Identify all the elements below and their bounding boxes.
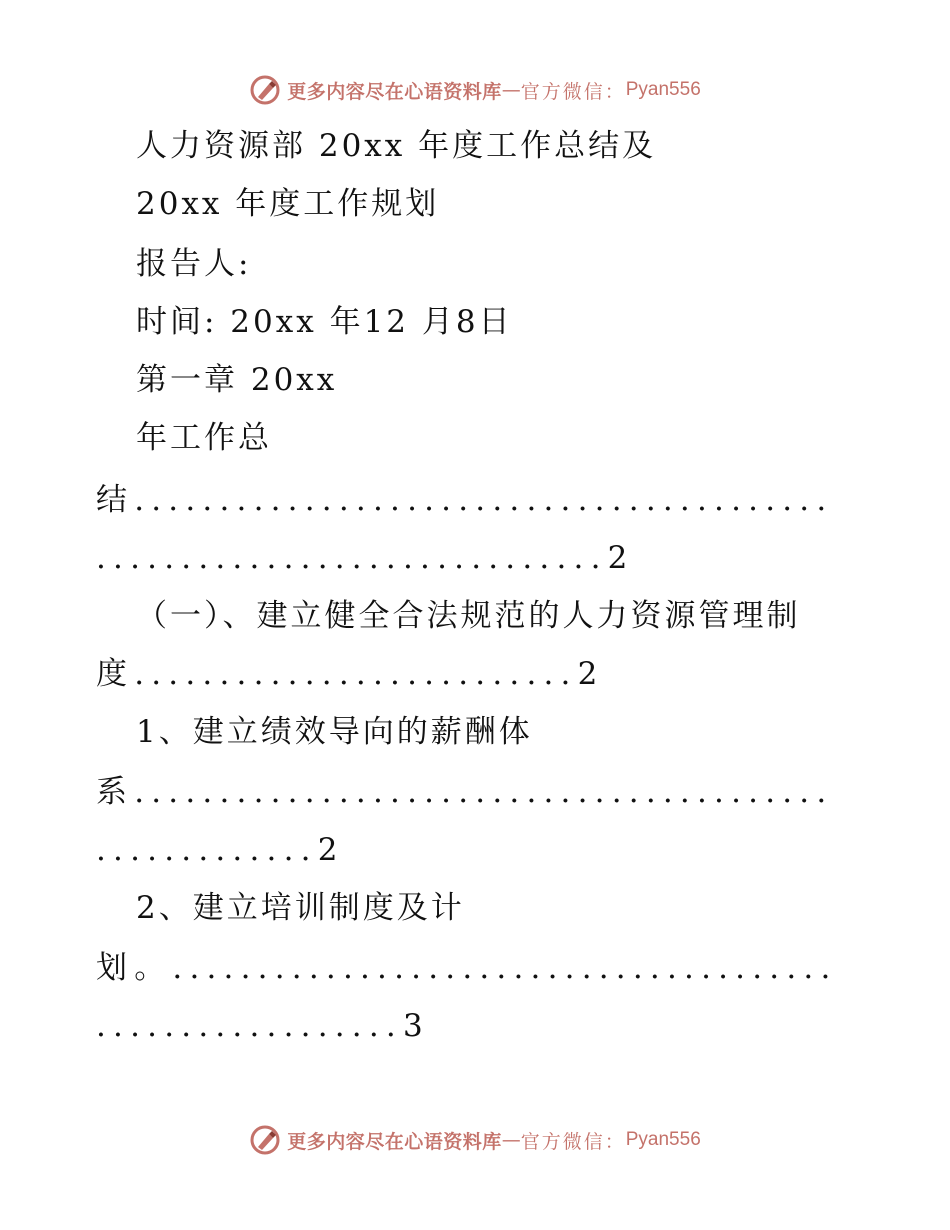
watermark-separator: — <box>501 1129 521 1151</box>
watermark-main-text: 更多内容尽在心语资料库 <box>287 1130 502 1153</box>
header-watermark <box>0 70 950 110</box>
toc-item-1-heading: 1、建立绩效导向的薪酬体 <box>136 714 533 750</box>
watermark-main-text: 更多内容尽在心语资料库 <box>287 80 502 103</box>
reporter-line: 报告人: <box>136 246 252 282</box>
toc-item-2-page: ..................3 <box>96 1008 430 1044</box>
toc-item-1-dots: 系......................................... <box>96 774 834 810</box>
toc-entry-page: ..............................2 <box>96 540 635 576</box>
chapter-heading-continuation: 年工作总 <box>136 420 272 456</box>
toc-item-2-heading: 2、建立培训制度及计 <box>136 890 465 926</box>
toc-item-1-page: .............2 <box>96 832 345 868</box>
pen-logo-icon <box>249 1124 281 1156</box>
document-title-line-2: 20xx 年度工作规划 <box>136 186 440 222</box>
watermark-separator: — <box>501 79 521 101</box>
watermark-id-text: Pyan556 <box>625 79 701 100</box>
watermark-sub-text: 官方微信： <box>520 1130 626 1153</box>
document-title-line-1: 人力资源部 20xx 年度工作总结及 <box>136 128 657 164</box>
toc-section-page: 度..........................2 <box>96 656 605 692</box>
chapter-heading-line: 第一章 20xx <box>136 362 338 398</box>
date-line: 时间: 20xx 年12 月8日 <box>136 304 513 340</box>
toc-item-2-dots: 划。....................................... <box>96 950 838 986</box>
toc-entry-dots: 结......................................... <box>96 482 834 518</box>
watermark-sub-text: 官方微信： <box>520 80 626 103</box>
watermark-id-text: Pyan556 <box>625 1129 701 1150</box>
pen-logo-icon <box>249 74 281 106</box>
footer-watermark <box>0 1120 950 1160</box>
toc-section-heading: （一）、建立健全合法规范的人力资源管理制 <box>136 598 801 634</box>
